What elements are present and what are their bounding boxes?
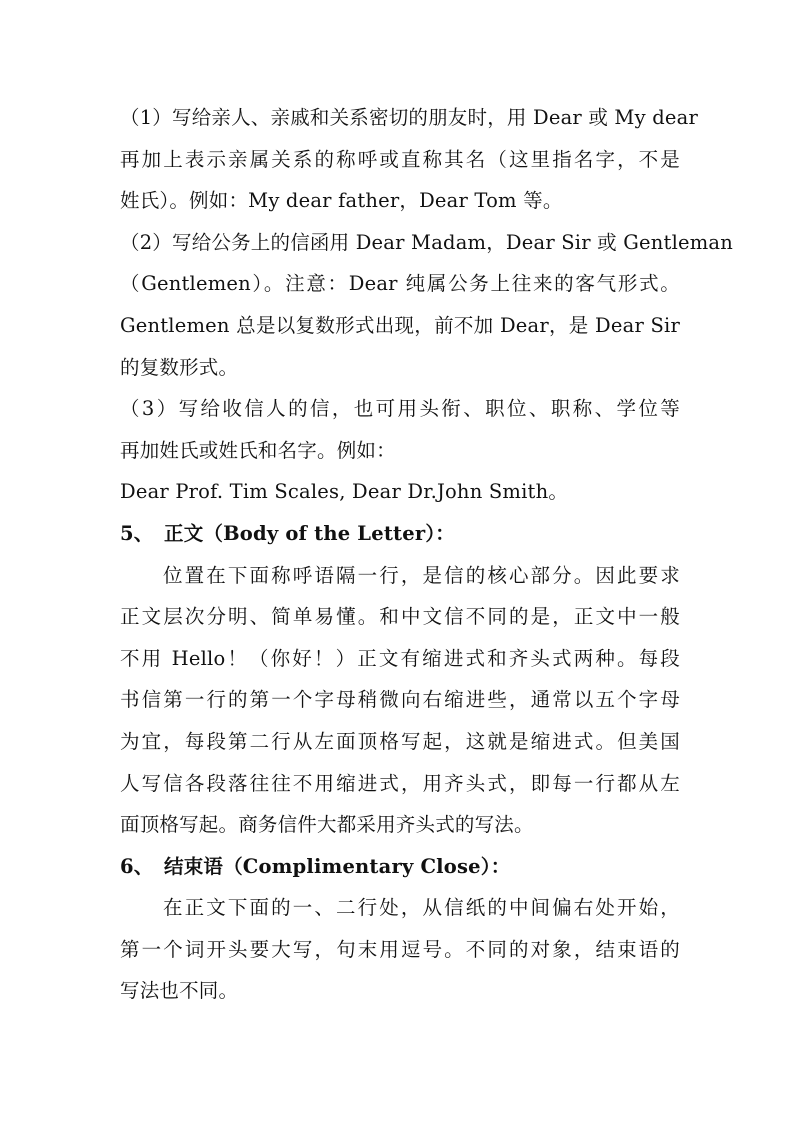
section-title: 结束语（Complimentary Close）：: [164, 854, 511, 878]
text-line: 第一个词开头要大写，句末用逗号。不同的对象，结束语的: [120, 937, 680, 961]
text-line: 的复数形式。: [120, 355, 239, 379]
text-line: 不用 Hello！（你好！）正文有缩进式和齐头式两种。每段: [120, 646, 680, 670]
text-line: 面顶格写起。商务信件大都采用齐头式的写法。: [120, 813, 534, 837]
text-line: Dear Prof. Tim Scales, Dear Dr.John Smith。: [120, 480, 569, 504]
text-line: 姓氏）。例如：My dear father，Dear Tom 等。: [120, 189, 563, 213]
section-heading: [120, 848, 680, 890]
text-line: （2）写给公务上的信函用 Dear Madam，Dear Sir 或 Gentleman: [120, 230, 734, 254]
text-line: （Gentlemen）。注意：Dear 纯属公务上往来的客气形式。: [120, 272, 680, 296]
text-line: 再加上表示亲属关系的称呼或直称其名（这里指名字，不是: [120, 147, 680, 171]
text-line: 位置在下面称呼语隔一行，是信的核心部分。因此要求: [163, 563, 680, 587]
text-line: （1）写给亲人、亲戚和关系密切的朋友时，用 Dear 或 My dear: [120, 106, 698, 129]
document-body: [120, 99, 734, 1014]
section-number: 5、: [120, 521, 154, 545]
text-line: 在正文下面的一、二行处，从信纸的中间偏右处开始，: [163, 896, 680, 920]
text-line: （3）写给收信人的信，也可用头衔、职位、职称、学位等: [120, 397, 680, 421]
section-heading: [120, 515, 680, 557]
text-line: 书信第一行的第一个字母稍微向右缩进些，通常以五个字母: [120, 688, 680, 712]
text-line: 写法也不同。: [120, 979, 239, 1003]
text-line: Gentlemen 总是以复数形式出现，前不加 Dear，是 Dear Sir: [120, 313, 680, 337]
section-title: 正文（Body of the Letter）：: [164, 521, 455, 545]
text-line: 正文层次分明、简单易懂。和中文信不同的是，正文中一般: [120, 605, 680, 629]
text-line: 再加姓氏或姓氏和名字。例如：: [120, 438, 396, 462]
text-line: 为宜，每段第二行从左面顶格写起，这就是缩进式。但美国: [120, 729, 680, 753]
text-line: 人写信各段落往往不用缩进式，用齐头式，即每一行都从左: [120, 771, 680, 795]
section-number: 6、: [120, 854, 154, 878]
